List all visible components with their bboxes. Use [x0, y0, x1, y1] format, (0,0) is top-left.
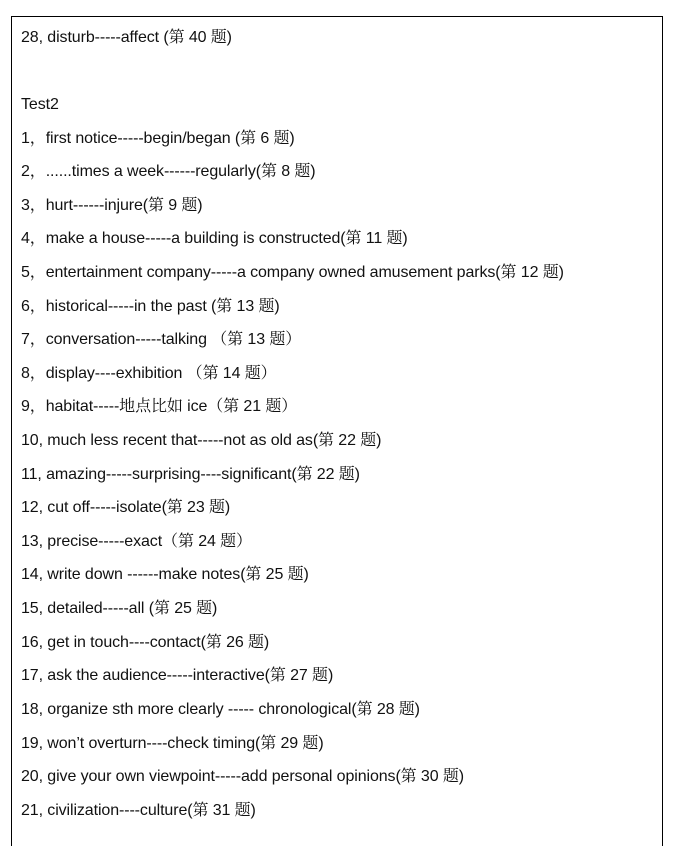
- entry-line: 13, precise-----exact（第 24 题）: [21, 533, 252, 550]
- entry-line: 4，make a house-----a building is constructed(第 11 题): [21, 230, 408, 247]
- entry-line: 20, give your own viewpoint-----add personal opinions(第 30 题): [21, 768, 465, 785]
- entry-line: 2，......times a week------regularly(第 8 题): [21, 163, 316, 180]
- entry-line: 3，hurt------injure(第 9 题): [21, 197, 203, 214]
- entry-line: 9，habitat-----地点比如 ice（第 21 题）: [21, 398, 298, 415]
- document-page: [11, 16, 663, 846]
- entry-line: 14, write down ------make notes(第 25 题): [21, 566, 309, 583]
- entry-line: 15, detailed-----all (第 25 题): [21, 600, 218, 617]
- entry-line: 8，display----exhibition （第 14 题）: [21, 365, 277, 382]
- entry-line: 28, disturb-----affect (第 40 题): [21, 29, 232, 46]
- entry-line: 16, get in touch----contact(第 26 题): [21, 634, 270, 651]
- entry-line: 11, amazing-----surprising----significant(第 22 题): [21, 466, 360, 483]
- entry-line: 21, civilization----culture(第 31 题): [21, 802, 256, 819]
- entry-line: 12, cut off-----isolate(第 23 题): [21, 499, 231, 516]
- entry-line: 5，entertainment company-----a company owned amusement parks(第 12 题): [21, 264, 564, 281]
- entry-line: 10, much less recent that-----not as old as(第 22 题): [21, 432, 382, 449]
- entry-line: 1，first notice-----begin/began (第 6 题): [21, 130, 295, 147]
- entry-line: 19, won’t overturn----check timing(第 29 题): [21, 735, 324, 752]
- entry-line: 6，historical-----in the past (第 13 题): [21, 298, 280, 315]
- entry-line: 18, organize sth more clearly ----- chronological(第 28 题): [21, 701, 420, 718]
- section-heading: Test2: [21, 96, 59, 113]
- entry-line: 17, ask the audience-----interactive(第 27 题): [21, 667, 334, 684]
- entry-line: 7，conversation-----talking （第 13 题）: [21, 331, 302, 348]
